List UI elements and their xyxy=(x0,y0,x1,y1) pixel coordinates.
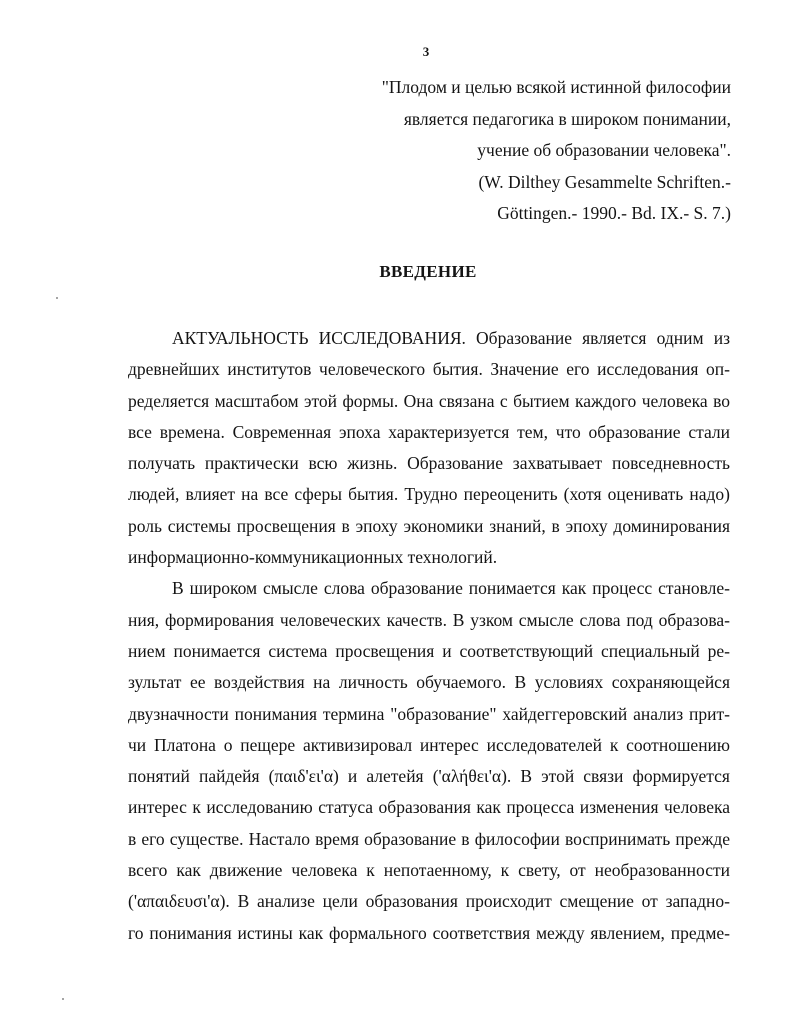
text-line: интерес к исследованию статуса образования как процесса изменения человека xyxy=(128,797,730,818)
text-line: все времена. Современная эпоха характеризуется тем, что образование стали xyxy=(128,421,730,442)
text-line: понятий пайдейя (παιδ'ει'α) и алетейя ('αλήθει'α). В этой связи формируется xyxy=(128,766,730,787)
epigraph-line: "Плодом и целью всякой истинной философии xyxy=(381,77,731,97)
text-line: зультат ее воздействия на личность обучаемого. В условиях сохраняющейся xyxy=(128,672,730,693)
text-line: в его существе. Настало время образование в философии воспринимать прежде xyxy=(128,828,730,849)
epigraph-citation: Göttingen.- 1990.- Bd. IX.- S. 7.) xyxy=(497,203,731,223)
epigraph xyxy=(300,72,731,230)
page-number: 3 xyxy=(422,44,430,59)
text-line: получать практически всю жизнь. Образование захватывает повседневность xyxy=(128,453,730,474)
text-line: В широком смысле слова образование понимается как процесс становле- xyxy=(172,578,730,599)
epigraph-line: является педагогика в широком понимании, xyxy=(403,108,731,129)
text-line: АКТУАЛЬНОСТЬ ИССЛЕДОВАНИЯ. Образование является одним из xyxy=(172,328,730,348)
paragraph-relevance xyxy=(128,323,730,573)
epigraph-citation: (W. Dilthey Gesammelte Schriften.- xyxy=(478,171,731,192)
text-line: ния, формирования человеческих качеств. В узком смысле слова под образова- xyxy=(128,609,730,630)
text-line: двузначности понимания термина "образование" хайдеггеровский анализ прит- xyxy=(128,703,730,724)
text-line: ределяется масштабом этой формы. Она связана с бытием каждого человека во xyxy=(128,390,730,411)
scan-speck xyxy=(62,998,64,1000)
text-line: всего как движение человека к непотаенному, к свету, от необразованности xyxy=(128,860,730,881)
text-line: информационно-коммуникационных технологий. xyxy=(128,547,498,568)
text-line: людей, влияет на все сферы бытия. Трудно переоценить (хотя оценивать надо) xyxy=(128,484,730,505)
scan-speck xyxy=(56,297,58,299)
text-line: чи Платона о пещере активизировал интерес исследователей к соотношению xyxy=(128,734,730,755)
body-text xyxy=(128,323,730,949)
text-line: ('απαιδευσι'α). В анализе цели образования происходит смещение от западно- xyxy=(128,891,730,912)
section-heading: ВВЕДЕНИЕ xyxy=(379,262,477,281)
text-line: го понимания истины как формального соответствия между явлением, предме- xyxy=(128,922,730,943)
text-line: роль системы просвещения в эпоху экономики знаний, в эпоху доминирования xyxy=(128,515,730,536)
text-line: нием понимается система просвещения и соответствующий специальный ре- xyxy=(128,640,730,661)
paragraph-education-meaning xyxy=(128,573,730,949)
epigraph-line: учение об образовании человека". xyxy=(477,140,731,160)
text-line: древнейших институтов человеческого бытия. Значение его исследования оп- xyxy=(128,359,730,380)
